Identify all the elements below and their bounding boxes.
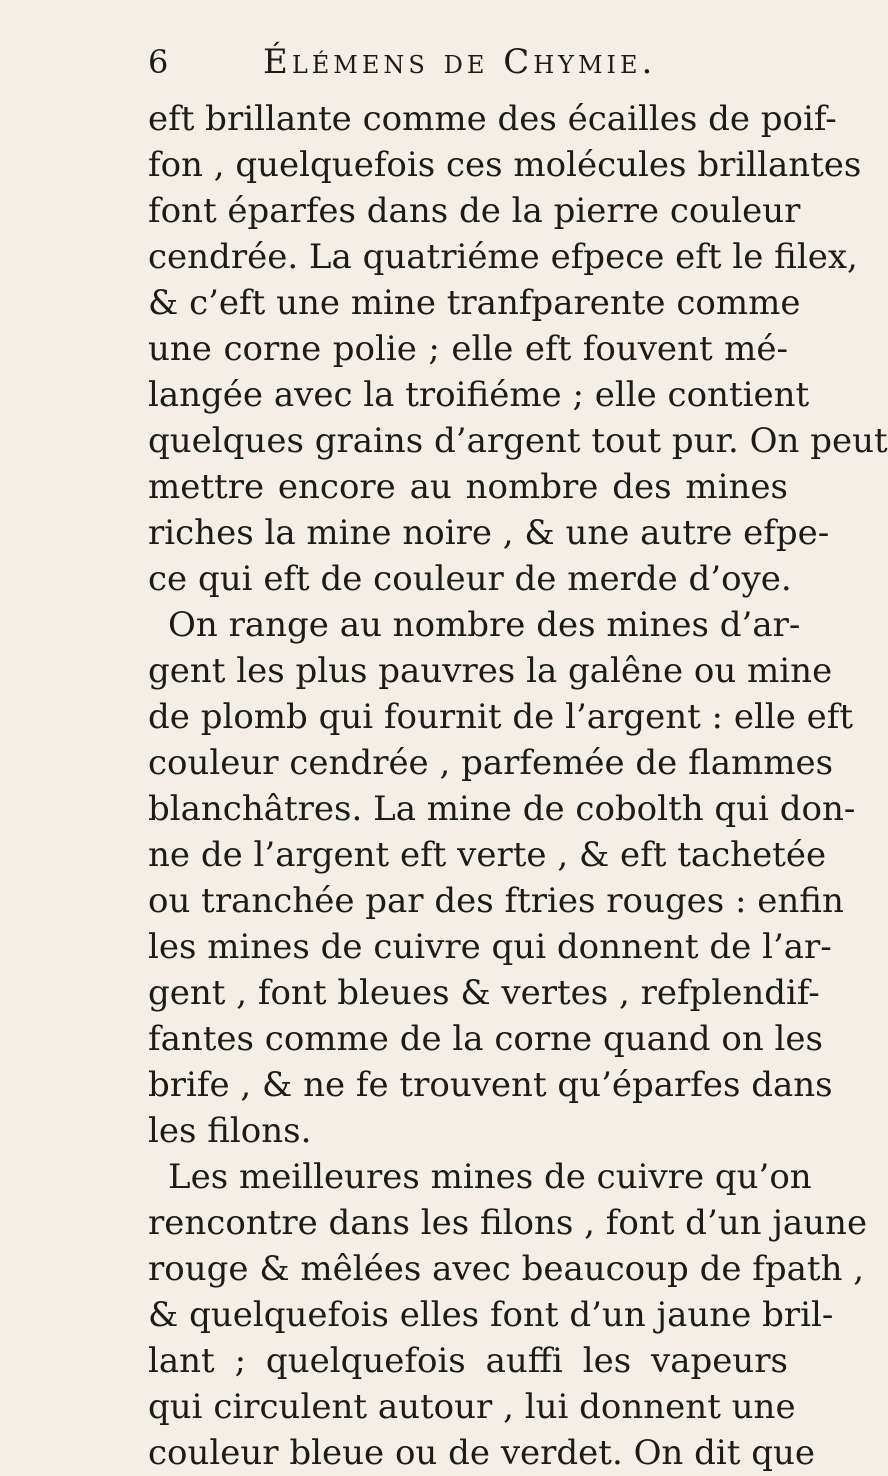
page-header — [148, 38, 728, 86]
text-line: les mines de cuivre qui donnent de l’ar- — [148, 927, 832, 967]
text-line: ne de l’argent eft verte , & eft tachetée — [148, 835, 827, 875]
text-line: eft brillante comme des écailles de poif- — [148, 99, 837, 139]
text-line: blanchâtres. La mine de cobolth qui don- — [148, 789, 856, 829]
paragraph-start-line: Les meilleures mines de cuivre qu’on — [168, 1157, 812, 1197]
text-line: riches la mine noire , & une autre efpe- — [148, 513, 830, 553]
text-line: font éparfes dans de la pierre couleur — [148, 191, 801, 231]
text-line: ou tranchée par des ftries rouges : enfin — [148, 881, 844, 921]
body-text — [148, 96, 888, 1476]
running-title: Élémens de Chymie. — [263, 42, 657, 82]
text-line: gent les plus pauvres la galêne ou mine — [148, 651, 833, 691]
text-line: couleur bleue ou de verdet. On dit que — [148, 1433, 816, 1473]
text-line: les filons. — [148, 1111, 312, 1151]
text-line: fon , quelquefois ces molécules brillantes — [148, 145, 862, 185]
text-line: gent , font bleues & vertes , refplendif- — [148, 973, 820, 1013]
text-line: mettre encore au nombre des mines — [148, 467, 788, 507]
text-line: lant ; quelquefois auffi les vapeurs — [148, 1341, 788, 1381]
text-line: couleur cendrée , parfemée de flammes — [148, 743, 834, 783]
text-line: fantes comme de la corne quand on les — [148, 1019, 823, 1059]
paragraph-start-line: On range au nombre des mines d’ar- — [168, 605, 801, 645]
text-line: de plomb qui fournit de l’argent : elle eft — [148, 697, 853, 737]
text-line: quelques grains d’argent tout pur. On peut — [148, 421, 888, 461]
text-line: ce qui eft de couleur de merde d’oye. — [148, 559, 792, 599]
page-number: 6 — [148, 43, 172, 81]
text-line: brife , & ne fe trouvent qu’éparfes dans — [148, 1065, 833, 1105]
text-line: & quelquefois elles font d’un jaune bril- — [148, 1295, 834, 1335]
text-line: rencontre dans les filons , font d’un jaune — [148, 1203, 868, 1243]
text-line: langée avec la troifiéme ; elle contient — [148, 375, 810, 415]
text-line: cendrée. La quatriéme efpece eft le filex, — [148, 237, 858, 277]
text-line: rouge & mêlées avec beaucoup de fpath , — [148, 1249, 865, 1289]
text-line: & c’eft une mine tranfparente comme — [148, 283, 801, 323]
text-line: une corne polie ; elle eft fouvent mé- — [148, 329, 788, 369]
text-line: qui circulent autour , lui donnent une — [148, 1387, 796, 1427]
